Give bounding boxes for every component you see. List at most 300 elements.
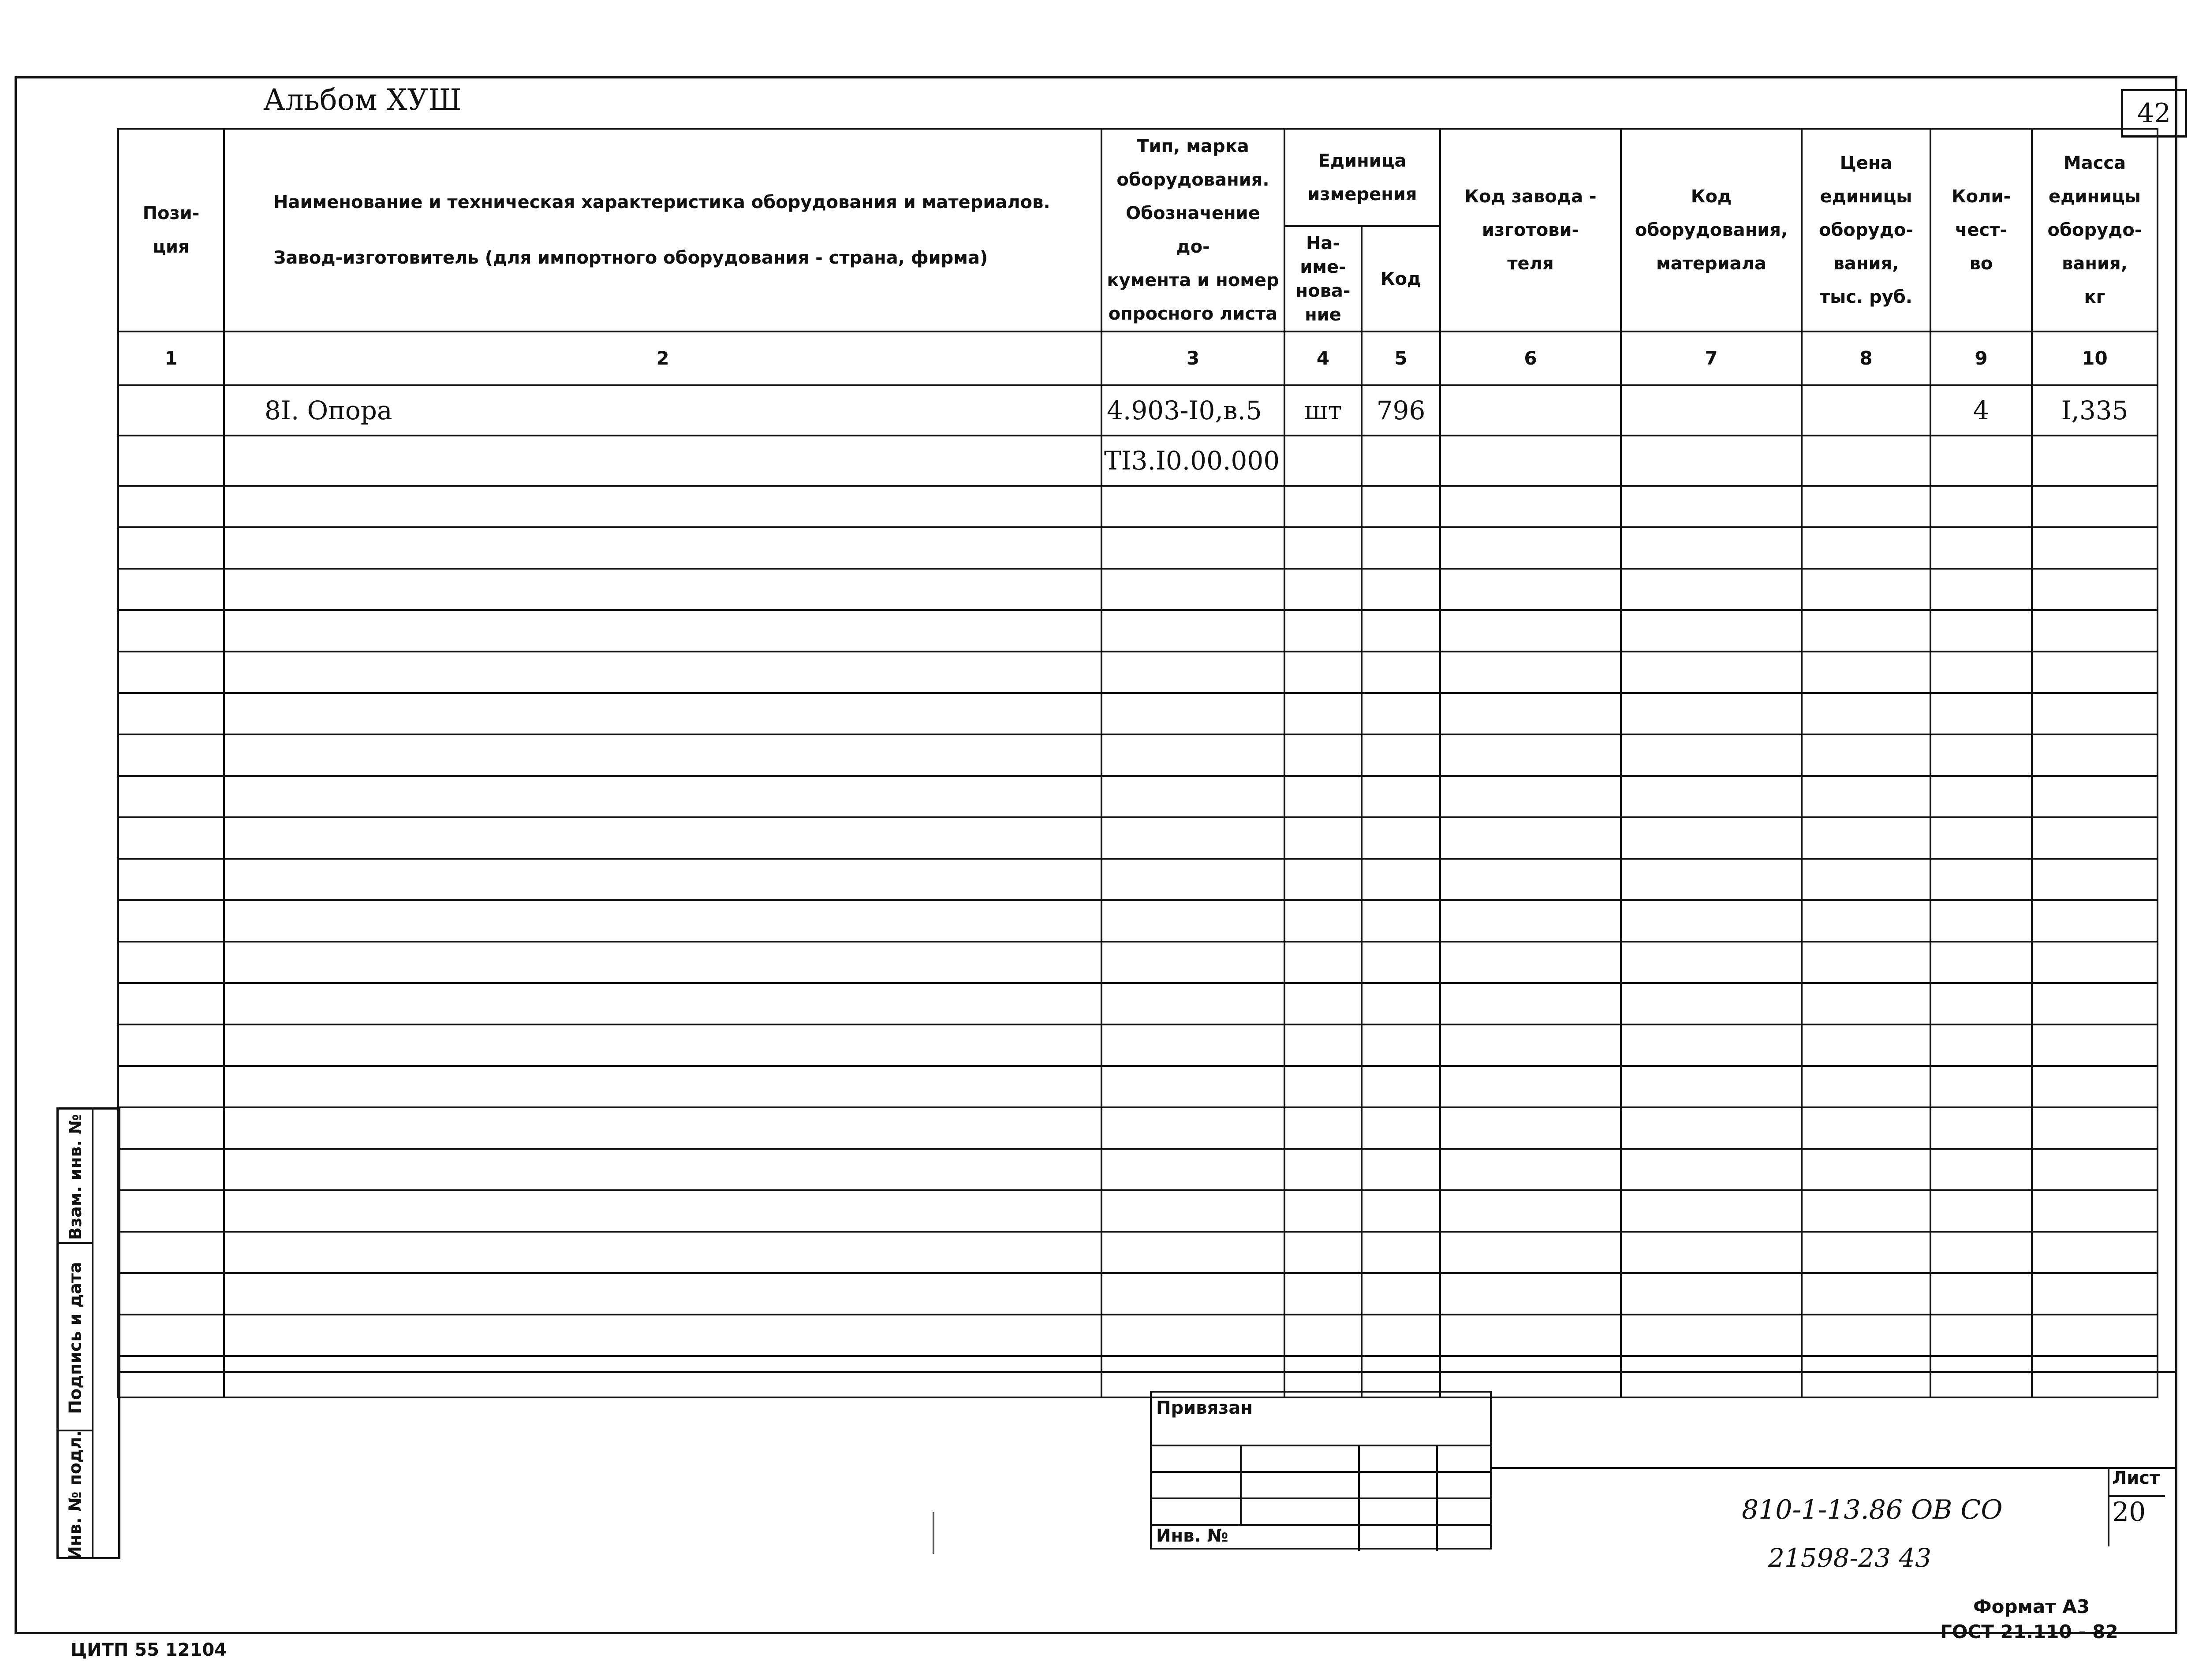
empty-cell xyxy=(1802,1356,1930,1397)
header-position: Пози- ция xyxy=(118,129,224,332)
column-number: 10 xyxy=(2032,332,2158,385)
empty-cell xyxy=(1440,1232,1621,1273)
column-number: 9 xyxy=(1930,332,2032,385)
empty-cell xyxy=(1621,1066,1802,1107)
empty-cell xyxy=(1362,1315,1440,1356)
cell-position xyxy=(118,385,224,436)
empty-cell xyxy=(224,652,1101,693)
empty-cell xyxy=(1284,527,1362,569)
empty-cell xyxy=(2032,942,2158,983)
empty-cell xyxy=(1284,610,1362,652)
table-row-empty xyxy=(118,1315,2158,1356)
empty-cell xyxy=(1362,1149,1440,1190)
empty-cell xyxy=(1284,1315,1362,1356)
empty-cell xyxy=(118,1315,224,1356)
empty-cell xyxy=(2032,1273,2158,1315)
cell-mass: I,335 xyxy=(2032,385,2158,436)
empty-cell xyxy=(118,1107,224,1149)
empty-cell xyxy=(1284,1273,1362,1315)
empty-cell xyxy=(118,527,224,569)
empty-cell xyxy=(224,776,1101,817)
empty-cell xyxy=(1284,900,1362,942)
empty-cell xyxy=(1621,652,1802,693)
empty-cell xyxy=(2032,983,2158,1024)
empty-cell xyxy=(1101,1232,1284,1273)
empty-cell xyxy=(1101,1273,1284,1315)
empty-cell xyxy=(1802,1024,1930,1066)
header-plant-code: Код завода - изготови- теля xyxy=(1440,129,1621,332)
gost-label: ГОСТ 21.110 - 82 xyxy=(1940,1621,2118,1643)
empty-cell xyxy=(1362,1066,1440,1107)
table-row-empty xyxy=(118,942,2158,983)
empty-cell xyxy=(1802,900,1930,942)
empty-cell xyxy=(1101,1066,1284,1107)
empty-cell xyxy=(1362,1024,1440,1066)
empty-cell xyxy=(1362,1232,1440,1273)
empty-cell xyxy=(1802,1273,1930,1315)
empty-cell xyxy=(1362,652,1440,693)
empty-cell xyxy=(1362,942,1440,983)
document-code-secondary: 21598-23 43 xyxy=(1768,1543,1932,1573)
empty-cell xyxy=(118,1356,224,1397)
empty-cell xyxy=(1101,859,1284,900)
table-row-empty xyxy=(118,527,2158,569)
empty-cell xyxy=(1440,734,1621,776)
empty-cell xyxy=(118,1149,224,1190)
empty-cell xyxy=(1802,1232,1930,1273)
album-title: Альбом ХУШ xyxy=(263,83,462,117)
empty-cell xyxy=(1621,1190,1802,1232)
empty-cell xyxy=(1621,776,1802,817)
empty-cell xyxy=(1101,527,1284,569)
empty-cell xyxy=(1621,1273,1802,1315)
format-label: Формат А3 xyxy=(1973,1596,2090,1617)
empty-cell xyxy=(1621,693,1802,734)
empty-cell xyxy=(1930,693,2032,734)
empty-cell xyxy=(1930,776,2032,817)
empty-cell xyxy=(1101,942,1284,983)
empty-cell xyxy=(2032,486,2158,527)
empty-cell xyxy=(1930,527,2032,569)
empty-cell xyxy=(1621,734,1802,776)
empty-cell xyxy=(1621,1232,1802,1273)
table-row-empty xyxy=(118,817,2158,859)
header-unit: Единица измерения xyxy=(1284,129,1440,226)
empty-cell xyxy=(1101,569,1284,610)
empty-cell xyxy=(1284,693,1362,734)
table-row-empty xyxy=(118,734,2158,776)
empty-cell xyxy=(1362,817,1440,859)
empty-cell xyxy=(118,652,224,693)
empty-cell xyxy=(1284,817,1362,859)
empty-cell xyxy=(2032,900,2158,942)
document-code: 810-1-13.86 ОВ СО xyxy=(1742,1494,2003,1525)
sheet-number: 20 xyxy=(2112,1497,2146,1527)
cell-type: TI3.I0.00.000 xyxy=(1101,436,1284,486)
empty-cell xyxy=(1440,1149,1621,1190)
cell-price xyxy=(1802,385,1930,436)
empty-cell xyxy=(1621,817,1802,859)
empty-cell xyxy=(1930,817,2032,859)
empty-cell xyxy=(1284,942,1362,983)
empty-cell xyxy=(224,1232,1101,1273)
cell-unit xyxy=(1284,436,1362,486)
empty-cell xyxy=(1440,776,1621,817)
empty-cell xyxy=(1802,693,1930,734)
empty-cell xyxy=(1930,734,2032,776)
table-row-empty xyxy=(118,1107,2158,1149)
empty-cell xyxy=(224,859,1101,900)
empty-cell xyxy=(1930,1066,2032,1107)
signature-date-label: Подпись и дата xyxy=(65,1261,85,1414)
empty-cell xyxy=(1621,1315,1802,1356)
empty-cell xyxy=(2032,1066,2158,1107)
empty-cell xyxy=(1101,1149,1284,1190)
empty-cell xyxy=(118,817,224,859)
empty-cell xyxy=(1362,527,1440,569)
empty-cell xyxy=(1802,1149,1930,1190)
cell-quantity xyxy=(1930,436,2032,486)
empty-cell xyxy=(1802,942,1930,983)
header-unit-name: На- име- нова- ние xyxy=(1284,226,1362,332)
table-row-empty xyxy=(118,1024,2158,1066)
table-row-empty xyxy=(118,1356,2158,1397)
empty-cell xyxy=(1621,486,1802,527)
empty-cell xyxy=(1101,652,1284,693)
empty-cell xyxy=(1284,983,1362,1024)
table-row-empty xyxy=(118,900,2158,942)
column-number: 3 xyxy=(1101,332,1284,385)
empty-cell xyxy=(224,527,1101,569)
empty-cell xyxy=(1362,1190,1440,1232)
empty-cell xyxy=(1802,1315,1930,1356)
empty-cell xyxy=(1802,859,1930,900)
empty-cell xyxy=(118,610,224,652)
empty-cell xyxy=(1362,983,1440,1024)
empty-cell xyxy=(224,1024,1101,1066)
cell-equipment xyxy=(1621,436,1802,486)
header-price: Цена единицы оборудо- вания, тыс. руб. xyxy=(1802,129,1930,332)
empty-cell xyxy=(1440,942,1621,983)
empty-cell xyxy=(1930,569,2032,610)
empty-cell xyxy=(2032,1315,2158,1356)
empty-cell xyxy=(1101,776,1284,817)
empty-cell xyxy=(118,734,224,776)
empty-cell xyxy=(1930,900,2032,942)
column-number: 7 xyxy=(1621,332,1802,385)
column-number: 6 xyxy=(1440,332,1621,385)
approval-strip xyxy=(56,1107,120,1559)
empty-cell xyxy=(118,942,224,983)
empty-cell xyxy=(1440,693,1621,734)
empty-cell xyxy=(224,569,1101,610)
column-numbers-row xyxy=(118,332,2158,385)
empty-cell xyxy=(2032,1149,2158,1190)
empty-cell xyxy=(1802,1190,1930,1232)
empty-cell xyxy=(1284,652,1362,693)
empty-cell xyxy=(1621,527,1802,569)
empty-cell xyxy=(1621,859,1802,900)
table-row-empty xyxy=(118,1273,2158,1315)
empty-cell xyxy=(1101,817,1284,859)
empty-cell xyxy=(1440,486,1621,527)
empty-cell xyxy=(1440,983,1621,1024)
empty-cell xyxy=(1930,610,2032,652)
empty-cell xyxy=(1930,1107,2032,1149)
cell-mass xyxy=(2032,436,2158,486)
empty-cell xyxy=(118,1232,224,1273)
empty-cell xyxy=(1284,1107,1362,1149)
empty-cell xyxy=(118,693,224,734)
table-row-empty xyxy=(118,610,2158,652)
empty-cell xyxy=(224,1190,1101,1232)
empty-cell xyxy=(1440,610,1621,652)
specification-table xyxy=(117,128,2158,1398)
empty-cell xyxy=(1621,900,1802,942)
cell-equipment xyxy=(1621,385,1802,436)
empty-cell xyxy=(1621,942,1802,983)
empty-cell xyxy=(1802,652,1930,693)
empty-cell xyxy=(1362,1273,1440,1315)
empty-cell xyxy=(1284,734,1362,776)
empty-cell xyxy=(1101,693,1284,734)
empty-cell xyxy=(1930,859,2032,900)
column-number: 2 xyxy=(224,332,1101,385)
empty-cell xyxy=(224,1315,1101,1356)
title-block-divider xyxy=(1492,1467,2177,1469)
empty-cell xyxy=(2032,734,2158,776)
inv-number-label: Инв. № xyxy=(1156,1526,1228,1546)
empty-cell xyxy=(1362,900,1440,942)
empty-cell xyxy=(1621,1024,1802,1066)
empty-cell xyxy=(1440,1315,1621,1356)
empty-cell xyxy=(2032,610,2158,652)
empty-cell xyxy=(118,859,224,900)
empty-cell xyxy=(1362,486,1440,527)
empty-cell xyxy=(1284,1190,1362,1232)
empty-cell xyxy=(1802,1107,1930,1149)
cell-name xyxy=(224,436,1101,486)
empty-cell xyxy=(1284,1149,1362,1190)
empty-cell xyxy=(2032,527,2158,569)
empty-cell xyxy=(2032,1024,2158,1066)
empty-cell xyxy=(1362,569,1440,610)
empty-cell xyxy=(2032,1107,2158,1149)
cell-type: 4.903-I0,в.5 xyxy=(1101,385,1284,436)
table-row xyxy=(118,436,2158,486)
empty-cell xyxy=(1284,859,1362,900)
table-row-empty xyxy=(118,486,2158,527)
empty-cell xyxy=(1101,610,1284,652)
empty-cell xyxy=(2032,859,2158,900)
empty-cell xyxy=(1621,569,1802,610)
empty-cell xyxy=(1101,486,1284,527)
empty-cell xyxy=(1802,983,1930,1024)
page-number: 42 xyxy=(2121,89,2187,138)
empty-cell xyxy=(2032,569,2158,610)
empty-cell xyxy=(224,1066,1101,1107)
empty-cell xyxy=(1802,734,1930,776)
empty-cell xyxy=(224,1149,1101,1190)
empty-cell xyxy=(118,1273,224,1315)
header-unit-code: Код xyxy=(1362,226,1440,332)
header-mass: Масса единицы оборудо- вания, кг xyxy=(2032,129,2158,332)
column-number: 8 xyxy=(1802,332,1930,385)
empty-cell xyxy=(1440,1066,1621,1107)
empty-cell xyxy=(1101,983,1284,1024)
table-row xyxy=(118,385,2158,436)
cell-code xyxy=(1362,436,1440,486)
table-row-empty xyxy=(118,652,2158,693)
empty-cell xyxy=(1930,1190,2032,1232)
column-number: 1 xyxy=(118,332,224,385)
empty-cell xyxy=(1362,776,1440,817)
empty-cell xyxy=(2032,1356,2158,1397)
empty-cell xyxy=(1930,983,2032,1024)
header-quantity: Коли- чест- во xyxy=(1930,129,2032,332)
table-row-empty xyxy=(118,983,2158,1024)
cell-unit: шт xyxy=(1284,385,1362,436)
header-equipment-code: Код оборудования, материала xyxy=(1621,129,1802,332)
column-number: 5 xyxy=(1362,332,1440,385)
empty-cell xyxy=(1802,486,1930,527)
cell-quantity: 4 xyxy=(1930,385,2032,436)
empty-cell xyxy=(224,983,1101,1024)
empty-cell xyxy=(1101,734,1284,776)
empty-cell xyxy=(1440,817,1621,859)
empty-cell xyxy=(224,1107,1101,1149)
sheet-label: Лист xyxy=(2112,1468,2160,1488)
empty-cell xyxy=(1362,734,1440,776)
cell-price xyxy=(1802,436,1930,486)
empty-cell xyxy=(1930,1315,2032,1356)
cell-name: 8I. Опора xyxy=(224,385,1101,436)
citp-label: ЦИТП 55 12104 xyxy=(71,1640,227,1660)
empty-cell xyxy=(1930,1232,2032,1273)
empty-cell xyxy=(1440,569,1621,610)
cell-plant xyxy=(1440,385,1621,436)
empty-cell xyxy=(1802,1066,1930,1107)
empty-cell xyxy=(1930,942,2032,983)
empty-cell xyxy=(2032,776,2158,817)
empty-cell xyxy=(118,1066,224,1107)
empty-cell xyxy=(1440,1190,1621,1232)
empty-cell xyxy=(1440,1273,1621,1315)
empty-cell xyxy=(1284,1232,1362,1273)
column-number: 4 xyxy=(1284,332,1362,385)
empty-cell xyxy=(224,817,1101,859)
empty-cell xyxy=(118,1190,224,1232)
privyazan-label: Привязан xyxy=(1156,1398,1253,1418)
table-row-empty xyxy=(118,1232,2158,1273)
empty-cell xyxy=(1362,859,1440,900)
empty-cell xyxy=(1440,527,1621,569)
bottom-divider xyxy=(117,1371,2177,1373)
empty-cell xyxy=(1621,1356,1802,1397)
cell-position xyxy=(118,436,224,486)
empty-cell xyxy=(1930,1273,2032,1315)
cell-plant xyxy=(1440,436,1621,486)
table-row-empty xyxy=(118,1149,2158,1190)
empty-cell xyxy=(1440,900,1621,942)
empty-cell xyxy=(224,1356,1101,1397)
empty-cell xyxy=(224,942,1101,983)
table-row-empty xyxy=(118,776,2158,817)
cell-code: 796 xyxy=(1362,385,1440,436)
empty-cell xyxy=(1930,486,2032,527)
empty-cell xyxy=(1802,776,1930,817)
empty-cell xyxy=(224,693,1101,734)
empty-cell xyxy=(1930,652,2032,693)
empty-cell xyxy=(1930,1149,2032,1190)
header-type: Тип, марка оборудования. Обозначение до- кумента и номер опросного листа xyxy=(1101,129,1284,332)
empty-cell xyxy=(118,900,224,942)
empty-cell xyxy=(1930,1356,2032,1397)
empty-cell xyxy=(1440,1024,1621,1066)
empty-cell xyxy=(2032,1190,2158,1232)
empty-cell xyxy=(1440,859,1621,900)
empty-cell xyxy=(1101,1107,1284,1149)
empty-cell xyxy=(2032,652,2158,693)
header-name: Наименование и техническая характеристика оборудования и материалов. Завод-изготовитель (для импортного оборудования - страна, фирма) xyxy=(224,129,1101,332)
empty-cell xyxy=(1621,983,1802,1024)
binding-block xyxy=(1150,1391,1492,1550)
empty-cell xyxy=(1362,693,1440,734)
empty-cell xyxy=(1362,1107,1440,1149)
empty-cell xyxy=(2032,817,2158,859)
empty-cell xyxy=(224,734,1101,776)
empty-cell xyxy=(1284,486,1362,527)
inv-original-label: Инв. № подл. xyxy=(65,1430,85,1561)
empty-cell xyxy=(2032,1232,2158,1273)
table-row-empty xyxy=(118,1190,2158,1232)
empty-cell xyxy=(118,776,224,817)
empty-cell xyxy=(224,486,1101,527)
empty-cell xyxy=(1802,817,1930,859)
empty-cell xyxy=(1101,1024,1284,1066)
empty-cell xyxy=(1362,610,1440,652)
empty-cell xyxy=(1284,776,1362,817)
table-row-empty xyxy=(118,859,2158,900)
empty-cell xyxy=(1440,652,1621,693)
empty-cell xyxy=(1802,610,1930,652)
empty-cell xyxy=(1621,1149,1802,1190)
empty-cell xyxy=(1284,1024,1362,1066)
empty-cell xyxy=(118,569,224,610)
table-row-empty xyxy=(118,569,2158,610)
empty-cell xyxy=(224,900,1101,942)
empty-cell xyxy=(1101,1315,1284,1356)
empty-cell xyxy=(118,486,224,527)
empty-cell xyxy=(1802,527,1930,569)
empty-cell xyxy=(1101,900,1284,942)
empty-cell xyxy=(224,1273,1101,1315)
empty-cell xyxy=(1440,1107,1621,1149)
empty-cell xyxy=(224,610,1101,652)
empty-cell xyxy=(1284,1066,1362,1107)
table-row-empty xyxy=(118,1066,2158,1107)
empty-cell xyxy=(2032,693,2158,734)
empty-cell xyxy=(1621,610,1802,652)
empty-cell xyxy=(118,983,224,1024)
empty-cell xyxy=(1101,1190,1284,1232)
vzam-inv-label: Взам. инв. № xyxy=(65,1114,85,1240)
empty-cell xyxy=(118,1024,224,1066)
empty-cell xyxy=(1284,569,1362,610)
empty-cell xyxy=(1930,1024,2032,1066)
table-row-empty xyxy=(118,693,2158,734)
empty-cell xyxy=(1802,569,1930,610)
